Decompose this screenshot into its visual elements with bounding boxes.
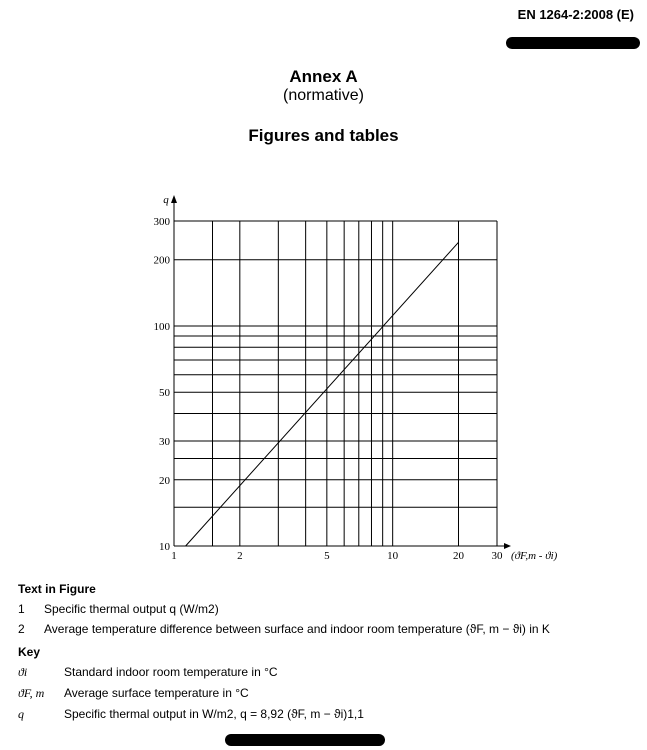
y-tick-labels (154, 216, 171, 553)
section-title: Figures and tables (248, 126, 399, 145)
x-tick-label: 30 (491, 550, 503, 562)
annex-subtitle: (normative) (283, 87, 364, 104)
figure-item-1 (18, 602, 638, 616)
chart-axes (171, 195, 511, 549)
y-tick-label: 50 (159, 387, 170, 400)
key-symbol: q (18, 707, 24, 721)
key-text: Specific thermal output in W/m2, q = 8,92 (ϑF, m − ϑi)1,1 (64, 707, 364, 721)
x-axis-label: (ϑF,m - ϑi) (511, 550, 558, 562)
key-symbol: ϑF, m (18, 686, 45, 700)
text-in-figure-heading: Text in Figure (18, 582, 96, 596)
x-tick-label: 2 (237, 550, 243, 562)
x-tick-label: 20 (452, 550, 464, 562)
key-item-theta-i (18, 665, 638, 680)
x-tick-label: 10 (387, 550, 399, 562)
key-item-theta-fm (18, 686, 638, 701)
y-axis-arrow (171, 195, 177, 203)
x-axis-arrow (504, 543, 511, 549)
text-in-figure (18, 582, 638, 636)
y-tick-label: 10 (159, 541, 170, 553)
key-symbol: ϑi (18, 665, 28, 679)
x-tick-label: 1 (171, 550, 177, 562)
item-number: 1 (18, 602, 25, 616)
y-gridlines (174, 221, 497, 546)
key-text: Standard indoor room temperature in °C (64, 665, 278, 679)
key-text: Average surface temperature in °C (64, 686, 249, 700)
figure-item-2 (18, 622, 638, 636)
y-tick-label: 300 (153, 216, 170, 228)
y-tick-label: 100 (153, 320, 170, 333)
item-number: 2 (18, 622, 25, 636)
key-heading: Key (18, 645, 41, 659)
y-tick-label: 20 (159, 474, 170, 487)
item-text: Specific thermal output q (W/m2) (44, 602, 219, 616)
redaction-bar-bottom (225, 734, 385, 746)
document-code: EN 1264-2:2008 (E) (517, 7, 634, 22)
x-tick-label: 5 (324, 550, 330, 562)
item-text: Average temperature difference between surface and indoor room temperature (ϑF, m − ϑi) in K (44, 622, 550, 636)
y-tick-label: 200 (153, 254, 170, 267)
y-axis-label: q (163, 194, 169, 206)
x-tick-labels (171, 550, 503, 562)
key-section (18, 645, 638, 722)
series-line (186, 242, 459, 546)
key-item-q (18, 707, 638, 722)
annex-title: Annex A (289, 67, 358, 86)
x-gridlines (174, 221, 497, 546)
chart-series (186, 242, 459, 546)
y-tick-label: 30 (159, 436, 170, 449)
